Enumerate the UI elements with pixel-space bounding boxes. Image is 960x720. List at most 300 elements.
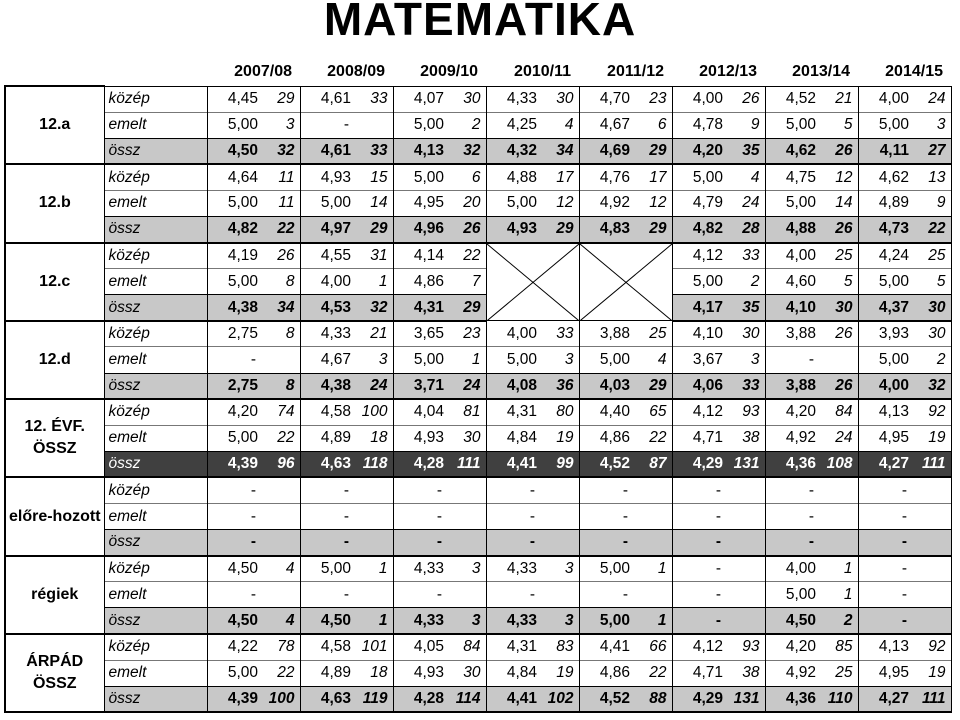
count-cell: 119 <box>356 686 393 712</box>
average-cell: 4,50 <box>765 608 821 634</box>
empty-value-cell: - <box>765 477 858 503</box>
count-cell: 3 <box>263 112 300 138</box>
average-cell: 5,00 <box>765 190 821 216</box>
average-cell: 4,76 <box>579 164 635 190</box>
count-cell: 6 <box>635 112 672 138</box>
row-type-label: össz <box>104 530 207 556</box>
count-cell: 30 <box>449 86 486 112</box>
average-cell: 4,41 <box>486 686 542 712</box>
average-cell: 4,60 <box>765 269 821 295</box>
empty-value-cell: - <box>300 477 393 503</box>
row-type-label: emelt <box>104 112 207 138</box>
average-cell: 4,71 <box>672 425 728 451</box>
average-cell: 5,00 <box>579 608 635 634</box>
table-row <box>5 608 951 634</box>
count-cell: 1 <box>356 269 393 295</box>
average-cell: 4,27 <box>858 451 914 477</box>
empty-value-cell: - <box>300 112 393 138</box>
count-cell: 83 <box>542 634 579 660</box>
average-cell: 4,89 <box>300 425 356 451</box>
average-cell: 3,88 <box>765 373 821 399</box>
table-row <box>5 477 951 503</box>
average-cell: 5,00 <box>207 269 263 295</box>
average-cell: 4,79 <box>672 190 728 216</box>
count-cell: 33 <box>356 86 393 112</box>
average-cell: 4,17 <box>672 295 728 321</box>
empty-value-cell: - <box>858 608 951 634</box>
count-cell: 1 <box>821 582 858 608</box>
empty-value-cell: - <box>393 530 486 556</box>
year-header: 2008/09 <box>327 62 385 80</box>
count-cell: 3 <box>914 112 951 138</box>
average-cell: 4,75 <box>765 164 821 190</box>
average-cell: 4,28 <box>393 451 449 477</box>
average-cell: 3,88 <box>765 321 821 347</box>
count-cell: 110 <box>821 686 858 712</box>
count-cell: 24 <box>728 190 765 216</box>
count-cell: 93 <box>728 634 765 660</box>
average-cell: 5,00 <box>858 112 914 138</box>
count-cell: 26 <box>263 243 300 269</box>
empty-value-cell: - <box>579 504 672 530</box>
average-cell: 4,06 <box>672 373 728 399</box>
average-cell: 4,22 <box>207 634 263 660</box>
average-cell: 5,00 <box>393 164 449 190</box>
average-cell: 4,31 <box>393 295 449 321</box>
empty-value-cell: - <box>393 582 486 608</box>
group-label: 12.d <box>5 321 104 399</box>
count-cell: 30 <box>449 660 486 686</box>
table-row <box>5 295 951 321</box>
average-cell: 5,00 <box>486 347 542 373</box>
table-row <box>5 138 951 164</box>
average-cell: 4,61 <box>300 86 356 112</box>
average-cell: 4,83 <box>579 216 635 242</box>
average-cell: 4,33 <box>393 556 449 582</box>
average-cell: 5,00 <box>393 112 449 138</box>
count-cell: 80 <box>542 399 579 425</box>
count-cell: 118 <box>356 451 393 477</box>
count-cell: 85 <box>821 634 858 660</box>
average-cell: 4,00 <box>300 269 356 295</box>
count-cell: 26 <box>821 216 858 242</box>
count-cell: 131 <box>728 686 765 712</box>
count-cell: 32 <box>914 373 951 399</box>
no-data-cross-cell <box>486 243 579 321</box>
group-label: 12.b <box>5 164 104 242</box>
empty-value-cell: - <box>300 504 393 530</box>
average-cell: 4,29 <box>672 451 728 477</box>
empty-value-cell: - <box>672 477 765 503</box>
average-cell: 3,71 <box>393 373 449 399</box>
average-cell: 4,53 <box>300 295 356 321</box>
average-cell: 4,71 <box>672 660 728 686</box>
empty-value-cell: - <box>858 504 951 530</box>
average-cell: 4,33 <box>486 86 542 112</box>
empty-value-cell: - <box>300 530 393 556</box>
count-cell: 66 <box>635 634 672 660</box>
average-cell: 5,00 <box>858 269 914 295</box>
average-cell: 4,13 <box>858 399 914 425</box>
count-cell: 1 <box>635 608 672 634</box>
row-type-label: közép <box>104 321 207 347</box>
row-type-label: össz <box>104 686 207 712</box>
average-cell: 4,86 <box>393 269 449 295</box>
average-cell: 4,36 <box>765 686 821 712</box>
count-cell: 30 <box>542 86 579 112</box>
count-cell: 4 <box>635 347 672 373</box>
count-cell: 24 <box>821 425 858 451</box>
average-cell: 5,00 <box>486 190 542 216</box>
empty-value-cell: - <box>672 504 765 530</box>
count-cell: 11 <box>263 164 300 190</box>
count-cell: 26 <box>821 321 858 347</box>
group-label: 12.a <box>5 86 104 164</box>
average-cell: 4,27 <box>858 686 914 712</box>
average-cell: 4,93 <box>486 216 542 242</box>
average-cell: 4,50 <box>207 138 263 164</box>
count-cell: 6 <box>449 164 486 190</box>
year-header: 2013/14 <box>792 62 850 80</box>
count-cell: 19 <box>914 660 951 686</box>
count-cell: 38 <box>728 660 765 686</box>
table-row <box>5 582 951 608</box>
average-cell: 5,00 <box>765 112 821 138</box>
average-cell: 4,39 <box>207 686 263 712</box>
count-cell: 3 <box>449 556 486 582</box>
count-cell: 12 <box>635 190 672 216</box>
count-cell: 33 <box>356 138 393 164</box>
count-cell: 100 <box>356 399 393 425</box>
count-cell: 5 <box>914 269 951 295</box>
count-cell: 78 <box>263 634 300 660</box>
page-title: MATEMATIKA <box>323 0 637 45</box>
count-cell: 114 <box>449 686 486 712</box>
count-cell: 19 <box>914 425 951 451</box>
count-cell: 11 <box>263 190 300 216</box>
average-cell: 4,86 <box>579 660 635 686</box>
table-row <box>5 112 951 138</box>
count-cell: 1 <box>635 556 672 582</box>
table-row <box>5 164 951 190</box>
average-cell: 4,89 <box>858 190 914 216</box>
average-cell: 4,58 <box>300 634 356 660</box>
count-cell: 12 <box>542 190 579 216</box>
average-cell: 4,08 <box>486 373 542 399</box>
average-cell: 4,12 <box>672 634 728 660</box>
count-cell: 3 <box>356 347 393 373</box>
count-cell: 99 <box>542 451 579 477</box>
average-cell: 5,00 <box>765 582 821 608</box>
row-type-label: emelt <box>104 660 207 686</box>
average-cell: 4,84 <box>486 425 542 451</box>
count-cell: 17 <box>635 164 672 190</box>
average-cell: 5,00 <box>207 660 263 686</box>
average-cell: 4,36 <box>765 451 821 477</box>
average-cell: 4,20 <box>207 399 263 425</box>
count-cell: 21 <box>821 86 858 112</box>
count-cell: 13 <box>914 164 951 190</box>
count-cell: 25 <box>821 660 858 686</box>
count-cell: 30 <box>914 321 951 347</box>
average-cell: 4,62 <box>858 164 914 190</box>
count-cell: 26 <box>728 86 765 112</box>
empty-value-cell: - <box>858 556 951 582</box>
count-cell: 22 <box>914 216 951 242</box>
empty-value-cell: - <box>579 582 672 608</box>
average-cell: 4,28 <box>393 686 449 712</box>
row-type-label: közép <box>104 164 207 190</box>
count-cell: 28 <box>728 216 765 242</box>
empty-value-cell: - <box>486 477 579 503</box>
count-cell: 3 <box>542 608 579 634</box>
row-type-label: emelt <box>104 425 207 451</box>
count-cell: 20 <box>449 190 486 216</box>
row-type-label: közép <box>104 634 207 660</box>
average-cell: 5,00 <box>207 425 263 451</box>
count-cell: 30 <box>449 425 486 451</box>
average-cell: 4,20 <box>765 634 821 660</box>
average-cell: 4,95 <box>393 190 449 216</box>
count-cell: 84 <box>821 399 858 425</box>
row-type-label: össz <box>104 138 207 164</box>
count-cell: 32 <box>263 138 300 164</box>
average-cell: 4,13 <box>393 138 449 164</box>
count-cell: 4 <box>263 556 300 582</box>
empty-value-cell: - <box>672 556 765 582</box>
row-type-label: emelt <box>104 269 207 295</box>
average-cell: 5,00 <box>207 190 263 216</box>
count-cell: 100 <box>263 686 300 712</box>
group-label: 12. ÉVF. ÖSSZ <box>5 399 104 477</box>
average-cell: 4,00 <box>858 373 914 399</box>
count-cell: 26 <box>821 138 858 164</box>
table-row <box>5 530 951 556</box>
average-cell: 4,24 <box>858 243 914 269</box>
results-table <box>4 58 952 713</box>
count-cell: 29 <box>449 295 486 321</box>
average-cell: 4,31 <box>486 634 542 660</box>
average-cell: 4,33 <box>300 321 356 347</box>
count-cell: 81 <box>449 399 486 425</box>
average-cell: 4,62 <box>765 138 821 164</box>
average-cell: 3,65 <box>393 321 449 347</box>
empty-value-cell: - <box>672 608 765 634</box>
count-cell: 2 <box>821 608 858 634</box>
count-cell: 30 <box>728 321 765 347</box>
count-cell: 131 <box>728 451 765 477</box>
average-cell: 4,12 <box>672 243 728 269</box>
row-type-label: emelt <box>104 504 207 530</box>
empty-value-cell: - <box>207 530 300 556</box>
table-row <box>5 86 951 112</box>
average-cell: 4,00 <box>765 556 821 582</box>
count-cell: 29 <box>635 216 672 242</box>
count-cell: 21 <box>356 321 393 347</box>
empty-value-cell: - <box>300 582 393 608</box>
group-label: előre-hozott <box>5 477 104 555</box>
count-cell: 1 <box>449 347 486 373</box>
average-cell: 4,89 <box>300 660 356 686</box>
count-cell: 35 <box>728 295 765 321</box>
average-cell: 4,63 <box>300 686 356 712</box>
cross-mark-icon <box>580 244 672 321</box>
count-cell: 108 <box>821 451 858 477</box>
count-cell: 33 <box>542 321 579 347</box>
average-cell: 4,93 <box>393 425 449 451</box>
count-cell: 34 <box>542 138 579 164</box>
table-row <box>5 504 951 530</box>
count-cell: 23 <box>635 86 672 112</box>
average-cell: 4,88 <box>486 164 542 190</box>
count-cell: 17 <box>542 164 579 190</box>
count-cell: 8 <box>263 269 300 295</box>
average-cell: 4,95 <box>858 425 914 451</box>
count-cell: 27 <box>914 138 951 164</box>
empty-value-cell: - <box>765 530 858 556</box>
count-cell: 5 <box>821 269 858 295</box>
average-cell: 4,25 <box>486 112 542 138</box>
table-row <box>5 660 951 686</box>
count-cell: 22 <box>263 216 300 242</box>
count-cell: 3 <box>542 556 579 582</box>
empty-value-cell: - <box>858 477 951 503</box>
average-cell: 4,14 <box>393 243 449 269</box>
count-cell: 14 <box>356 190 393 216</box>
year-header: 2010/11 <box>514 62 571 80</box>
table-row <box>5 425 951 451</box>
average-cell: 5,00 <box>579 556 635 582</box>
count-cell: 1 <box>356 556 393 582</box>
count-cell: 25 <box>821 243 858 269</box>
group-label: régiek <box>5 556 104 634</box>
average-cell: 5,00 <box>207 112 263 138</box>
row-type-label: össz <box>104 295 207 321</box>
count-cell: 23 <box>449 321 486 347</box>
count-cell: 88 <box>635 686 672 712</box>
average-cell: 4,00 <box>765 243 821 269</box>
count-cell: 36 <box>542 373 579 399</box>
count-cell: 5 <box>821 112 858 138</box>
count-cell: 84 <box>449 634 486 660</box>
empty-value-cell: - <box>486 530 579 556</box>
count-cell: 38 <box>728 425 765 451</box>
average-cell: 4,92 <box>579 190 635 216</box>
average-cell: 4,88 <box>765 216 821 242</box>
average-cell: 3,93 <box>858 321 914 347</box>
average-cell: 4,97 <box>300 216 356 242</box>
count-cell: 14 <box>821 190 858 216</box>
average-cell: 5,00 <box>858 347 914 373</box>
empty-value-cell: - <box>393 477 486 503</box>
table-row <box>5 216 951 242</box>
average-cell: 4,40 <box>579 399 635 425</box>
count-cell: 25 <box>635 321 672 347</box>
table-row <box>5 243 951 269</box>
empty-value-cell: - <box>393 504 486 530</box>
count-cell: 29 <box>356 216 393 242</box>
count-cell: 4 <box>728 164 765 190</box>
count-cell: 22 <box>263 660 300 686</box>
cross-mark-icon <box>487 244 579 321</box>
count-cell: 111 <box>914 451 951 477</box>
average-cell: 4,19 <box>207 243 263 269</box>
average-cell: 3,88 <box>579 321 635 347</box>
average-cell: 4,50 <box>300 608 356 634</box>
row-type-label: emelt <box>104 190 207 216</box>
count-cell: 29 <box>542 216 579 242</box>
table-row <box>5 347 951 373</box>
count-cell: 33 <box>728 243 765 269</box>
empty-value-cell: - <box>207 477 300 503</box>
header-spacer <box>5 58 104 86</box>
average-cell: 4,33 <box>486 608 542 634</box>
average-cell: 4,52 <box>579 451 635 477</box>
average-cell: 4,33 <box>393 608 449 634</box>
average-cell: 4,70 <box>579 86 635 112</box>
average-cell: 4,69 <box>579 138 635 164</box>
row-type-label: össz <box>104 608 207 634</box>
count-cell: 87 <box>635 451 672 477</box>
count-cell: 19 <box>542 660 579 686</box>
count-cell: 35 <box>728 138 765 164</box>
average-cell: 4,55 <box>300 243 356 269</box>
average-cell: 4,38 <box>207 295 263 321</box>
average-cell: 4,00 <box>672 86 728 112</box>
average-cell: 4,50 <box>207 608 263 634</box>
count-cell: 30 <box>914 295 951 321</box>
average-cell: 4,10 <box>672 321 728 347</box>
count-cell: 32 <box>356 295 393 321</box>
count-cell: 2 <box>449 112 486 138</box>
empty-value-cell: - <box>672 530 765 556</box>
group-label: ÁRPÁD ÖSSZ <box>5 634 104 712</box>
count-cell: 22 <box>635 660 672 686</box>
average-cell: 4,86 <box>579 425 635 451</box>
average-cell: 4,00 <box>486 321 542 347</box>
average-cell: 4,03 <box>579 373 635 399</box>
empty-value-cell: - <box>207 504 300 530</box>
count-cell: 7 <box>449 269 486 295</box>
count-cell: 33 <box>728 373 765 399</box>
count-cell: 8 <box>263 373 300 399</box>
table-row <box>5 399 951 425</box>
table-row <box>5 373 951 399</box>
average-cell: 4,93 <box>393 660 449 686</box>
table-row <box>5 556 951 582</box>
average-cell: 4,92 <box>765 425 821 451</box>
count-cell: 3 <box>728 347 765 373</box>
average-cell: 4,67 <box>579 112 635 138</box>
row-type-label: közép <box>104 86 207 112</box>
year-header: 2014/15 <box>885 62 943 80</box>
count-cell: 26 <box>821 373 858 399</box>
count-cell: 2 <box>914 347 951 373</box>
count-cell: 19 <box>542 425 579 451</box>
average-cell: 4,04 <box>393 399 449 425</box>
empty-value-cell: - <box>672 582 765 608</box>
count-cell: 4 <box>263 608 300 634</box>
count-cell: 9 <box>914 190 951 216</box>
average-cell: 5,00 <box>672 269 728 295</box>
count-cell: 3 <box>542 347 579 373</box>
count-cell: 29 <box>263 86 300 112</box>
average-cell: 4,39 <box>207 451 263 477</box>
average-cell: 4,37 <box>858 295 914 321</box>
row-type-label: össz <box>104 373 207 399</box>
empty-value-cell: - <box>858 530 951 556</box>
average-cell: 4,92 <box>765 660 821 686</box>
